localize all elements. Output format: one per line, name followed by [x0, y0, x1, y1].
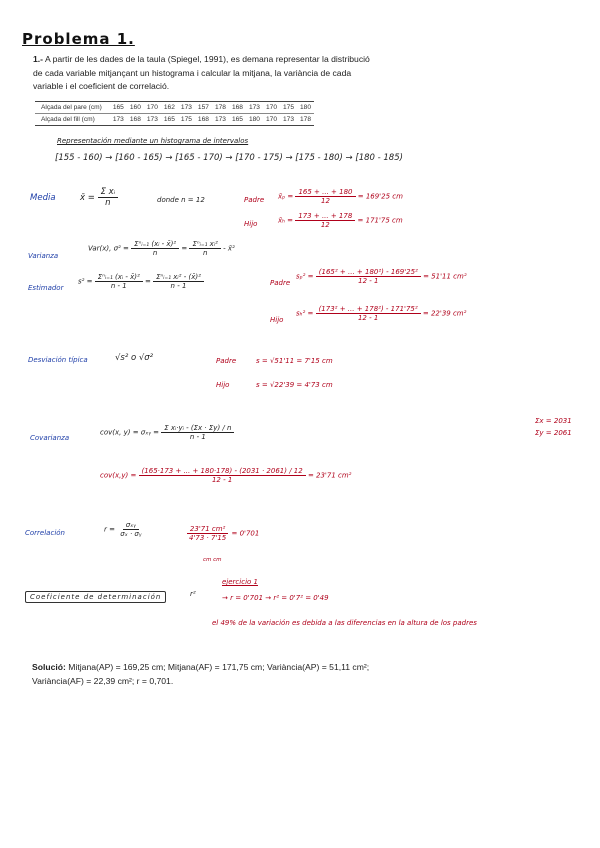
problem-text: A partir de les dades de la taula (Spiegel, 1991), es demana representar la distribució de cada variable mitjançant un histograma i calcular la mitjana, la variància de cada variable i el coeficient de correlació. — [33, 54, 370, 92]
cell: 178 — [212, 102, 229, 114]
formula-den: n — [152, 249, 158, 257]
formula-result: = 0'701 — [231, 529, 260, 538]
formula-num: 173 + ... + 178 — [295, 212, 355, 221]
formula-num: Σ xᵢ — [98, 187, 119, 198]
cov-label: Covarianza — [30, 434, 70, 442]
cell: 173 — [144, 114, 161, 126]
cell: 165 — [110, 102, 127, 114]
solution-box — [32, 661, 392, 688]
formula-num: (165·173 + ... + 180·178) - (2031 · 2061) / 12 — [139, 467, 306, 476]
solution-text: Mitjana(AP) = 169,25 cm; Mitjana(AF) = 171,75 cm; Variància(AP) = 51,11 cm²; Variància(AF) = 22,39 cm²; r = 0,701. — [32, 662, 370, 686]
formula-lhs: x̄ = — [80, 193, 95, 203]
formula-lhs: s² = — [78, 277, 93, 286]
formula-result: = 51'11 cm² — [423, 272, 467, 281]
formula-lhs: cov(x,y) = — [100, 471, 137, 480]
formula-lhs: x̄ₚ = — [278, 192, 294, 201]
formula-lhs: cov(x, y) = σₓᵧ = — [100, 428, 160, 437]
table-row — [35, 114, 314, 126]
cell: 162 — [161, 102, 178, 114]
hijo-var-label: Hijo — [270, 316, 284, 324]
mean-n: donde n = 12 — [157, 196, 205, 204]
det-conclusion: el 49% de la variación es debida a las diferencias en la altura de los padres — [212, 619, 477, 627]
sum-y: Σy = 2061 — [535, 429, 572, 437]
formula-den: n - 1 — [110, 282, 127, 290]
hijo-sd-label: Hijo — [216, 381, 230, 389]
cell: 180 — [297, 102, 314, 114]
data-table — [35, 101, 314, 126]
table-row — [35, 102, 314, 114]
formula-den: 12 - 1 — [358, 277, 379, 285]
formula-den: σₓ · σᵧ — [120, 530, 142, 538]
cell: 173 — [178, 102, 195, 114]
row-label: Alçada del pare (cm) — [35, 102, 110, 114]
det-exercise: ejercicio 1 — [222, 578, 258, 586]
cell: 180 — [246, 114, 263, 126]
det-label: Coeficiente de determinación — [25, 591, 166, 603]
formula-result: = 23'71 cm² — [307, 471, 352, 480]
formula-den: n - 1 — [189, 433, 206, 441]
cell: 157 — [195, 102, 212, 114]
formula-lhs: sₚ² = — [296, 272, 314, 281]
cell: 173 — [280, 114, 297, 126]
cell: 170 — [263, 114, 280, 126]
formula-den: n — [105, 198, 111, 208]
cell: 173 — [110, 114, 127, 126]
estimator-formula: s² = $\frac{\text{Σⁿᵢ₌₁ (xᵢ - x̄)²}}{n - 1}$ = $\frac{\text{Σⁿᵢ₌₁ xᵢ² - (x̄)²}}{n - 1}$ — [78, 273, 204, 290]
formula-den: n - 1 — [170, 282, 187, 290]
formula-den: 12 - 1 — [357, 314, 379, 322]
formula-num: 165 + ... + 180 — [295, 188, 355, 197]
sd-label: Desviación típica — [28, 356, 88, 364]
padre-var-label: Padre — [270, 279, 291, 287]
cell: 168 — [127, 114, 144, 126]
row-label: Alçada del fill (cm) — [35, 114, 110, 126]
padre-var-formula — [296, 268, 467, 285]
formula-tail: - x̄² — [223, 244, 235, 253]
cell: 165 — [161, 114, 178, 126]
corr-label: Correlación — [25, 529, 65, 537]
formula-result: = 171'75 cm — [357, 216, 403, 225]
corr-units: cm cm — [203, 557, 222, 563]
formula-num: Σⁿᵢ₌₁ (xᵢ - x̄)² — [131, 240, 179, 249]
padre-mean-formula — [278, 188, 403, 205]
formula-den: 12 — [321, 197, 330, 205]
padre-sd: s = √51'11 = 7'15 cm — [256, 357, 333, 365]
formula-num: 23'71 cm² — [187, 525, 228, 534]
formula-den: 4'73 · 7'15 — [189, 534, 227, 542]
solution-label: Solució: — [32, 662, 66, 672]
histogram-heading: Representación mediante un histograma de intervalos — [57, 137, 249, 145]
formula-result: = 169'25 cm — [357, 192, 403, 201]
variance-formula: Var(x), σ² = $\frac{\text{Σⁿᵢ₌₁ (xᵢ - x̄)²}}{n}$ = $\frac{\text{Σⁿᵢ₌₁ xᵢ²}}{n}$ - x̄² — [88, 240, 235, 257]
page-title: Problema 1. — [22, 30, 135, 48]
problem-statement — [33, 53, 373, 94]
det-symbol: r² — [190, 590, 196, 598]
cov-formula — [100, 424, 234, 441]
cell: 175 — [280, 102, 297, 114]
cell: 170 — [263, 102, 280, 114]
formula-num: (165² + ... + 180²) - 169'25² — [316, 268, 421, 277]
mean-label: Media — [30, 193, 56, 203]
det-calc: → r = 0'701 → r² = 0'7² = 0'49 — [222, 594, 329, 602]
sum-x: Σx = 2031 — [535, 417, 572, 425]
sd-formula: √s² o √σ² — [115, 353, 154, 363]
formula-num: Σⁿᵢ₌₁ xᵢ² — [189, 240, 220, 249]
hijo-var-formula — [296, 305, 466, 322]
formula-lhs: sₕ² = — [296, 309, 314, 318]
hijo-mean-formula — [278, 212, 403, 229]
formula-num: Σⁿᵢ₌₁ xᵢ² - (x̄)² — [153, 273, 204, 282]
formula-lhs: r = — [104, 525, 115, 534]
cell: 173 — [246, 102, 263, 114]
variance-label: Varianza — [28, 252, 59, 260]
formula-num: σₓᵧ — [123, 521, 139, 530]
cell: 175 — [178, 114, 195, 126]
cell: 170 — [144, 102, 161, 114]
intervals: [155 - 160) → [160 - 165) → [165 - 170) → [170 - 175) → [175 - 180) → [180 - 185) — [55, 153, 403, 163]
formula-den: 12 - 1 — [211, 476, 233, 484]
formula-num: Σ xᵢ·yᵢ - (Σx · Σy) / n — [161, 424, 234, 433]
corr-formula — [104, 521, 144, 538]
cell: 173 — [212, 114, 229, 126]
cov-calc — [100, 467, 351, 484]
padre-sd-label: Padre — [216, 357, 237, 365]
cell: 168 — [195, 114, 212, 126]
hijo-mean-label: Hijo — [244, 220, 258, 228]
cell: 168 — [229, 102, 246, 114]
formula-result: = 22'39 cm² — [422, 309, 467, 318]
formula-den: 12 — [320, 221, 330, 229]
corr-calc — [186, 525, 259, 542]
cell: 178 — [297, 114, 314, 126]
formula-num: Σⁿᵢ₌₁ (xᵢ - x̄)² — [95, 273, 143, 282]
estimator-label: Estimador — [28, 284, 64, 292]
formula-lhs: Var(x), σ² = — [88, 244, 129, 253]
formula-num: (173² + ... + 178²) - 171'75² — [316, 305, 421, 314]
hijo-sd: s = √22'39 = 4'73 cm — [256, 381, 333, 389]
problem-number: 1.- — [33, 54, 44, 64]
cell: 165 — [229, 114, 246, 126]
padre-mean-label: Padre — [244, 196, 265, 204]
cell: 160 — [127, 102, 144, 114]
mean-formula — [80, 187, 118, 208]
formula-lhs: x̄ₕ = — [278, 216, 294, 225]
formula-den: n — [202, 249, 208, 257]
